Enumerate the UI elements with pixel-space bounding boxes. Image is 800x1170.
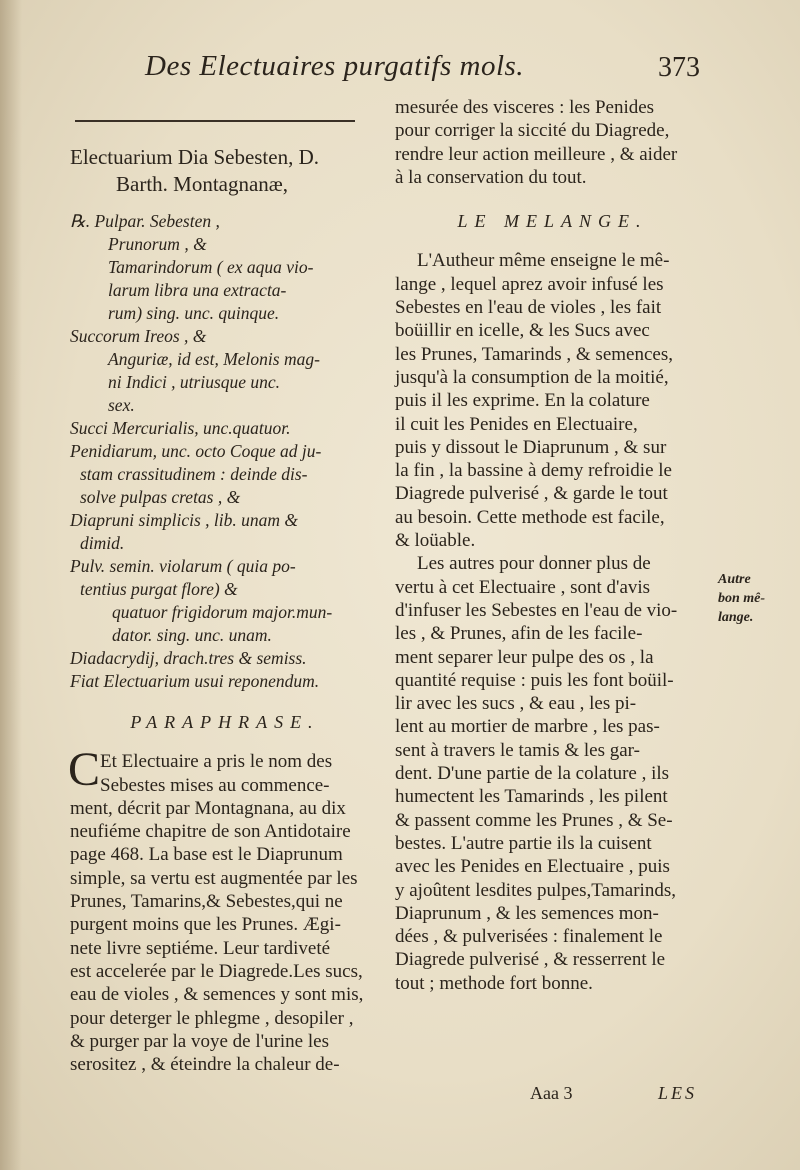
paragraph-line: lange , lequel aprez avoir infusé les <box>395 273 664 295</box>
paragraph-line: lent au mortier de marbre , les pas- <box>395 716 660 738</box>
melange-paragraph-1 <box>395 249 710 552</box>
paragraph-line: L'Autheur même enseigne le mê- <box>417 250 670 272</box>
running-title: Des Electuaires purgatifs mols. <box>145 50 525 82</box>
paragraph-line: mesurée des visceres : les Penides <box>395 97 655 118</box>
paragraph-line: pour deterger le phlegme , desopiler , <box>70 1007 354 1029</box>
right-column <box>395 96 710 995</box>
paragraph-line: les Prunes, Tamarinds , & semences, <box>395 343 673 365</box>
recipe-line: rum) sing. unc. quinque. <box>108 303 280 323</box>
recipe-title-line: Barth. Montagnanæ, <box>116 172 289 196</box>
paragraph-line: ment, décrit par Montagnana, au dix <box>70 797 346 819</box>
recipe-line: solve pulpas cretas , & <box>80 487 241 507</box>
recipe-title-line: Electuarium Dia Sebesten, D. <box>70 145 320 169</box>
paragraph-line: Et Electuaire a pris le nom des <box>100 751 333 773</box>
paragraph-line: quantité requise : puis les font boüil- <box>395 669 674 691</box>
paragraph-line: au besoin. Cette methode est facile, <box>395 506 665 528</box>
paragraph-line: Diaprunum , & les semences mon- <box>395 902 659 924</box>
intro-paragraph <box>395 96 710 189</box>
paragraph-line: Les autres pour donner plus de <box>417 553 651 575</box>
recipe-line: ℞. Pulpar. Sebesten , <box>70 211 220 231</box>
paragraph-line: jusqu'à la consumption de la moitié, <box>395 366 669 388</box>
recipe-block <box>70 210 380 693</box>
recipe-line: dator. sing. unc. unam. <box>112 625 272 645</box>
recipe-line: larum libra una extracta- <box>108 280 287 300</box>
paragraph-line: Diagrede pulverisé , & garde le tout <box>395 483 668 505</box>
paragraph-line: page 468. La base est le Diaprunum <box>70 844 343 866</box>
paragraph-line: & purger par la voye de l'urine les <box>70 1030 329 1052</box>
drop-cap: C <box>68 743 101 797</box>
recipe-line: Succorum Ireos , & <box>70 326 207 346</box>
paragraph-line: puis il les exprime. En la colature <box>395 390 650 412</box>
recipe-line: Penidiarum, unc. octo Coque ad ju- <box>70 441 322 461</box>
paragraph-line: Sebestes mises au commence- <box>100 774 330 796</box>
paragraph-line: bestes. L'autre partie ils la cuisent <box>395 832 652 854</box>
margin-note-line: bon mê- <box>718 591 766 606</box>
paragraph-line: ment separer leur pulpe des os , la <box>395 646 654 668</box>
recipe-line: Prunorum , & <box>108 234 207 254</box>
paragraph-line: serositez , & éteindre la chaleur de- <box>70 1054 340 1076</box>
melange-paragraph-2 <box>395 552 710 995</box>
margin-note <box>718 570 765 627</box>
paragraph-line: il cuit les Penides en Electuaire, <box>395 413 638 435</box>
recipe-line: Diapruni simplicis , lib. unam & <box>70 510 298 530</box>
paragraph-line: humectent les Tamarinds , les pilent <box>395 786 668 808</box>
paraphrase-paragraph <box>68 743 380 1076</box>
paragraph-line: la fin , la bassine à demy refroidie le <box>395 460 672 482</box>
paragraph-line: est accelerée par le Diagrede.Les sucs, <box>70 960 363 982</box>
paragraph-line: Diagrede pulverisé , & resserrent le <box>395 949 666 971</box>
paragraph-line: neufiéme chapitre de son Antidotaire <box>70 821 351 843</box>
paragraph-line: sent à travers le tamis & les gar- <box>395 739 640 761</box>
catchword: LES <box>658 1083 698 1103</box>
paragraph-line: d'infuser les Sebestes en l'eau de vio- <box>395 599 678 621</box>
paragraph-line: dent. D'une partie de la colature , ils <box>395 763 670 785</box>
recipe-line: Succi Mercurialis, unc.quatuor. <box>70 418 291 438</box>
recipe-line: Fiat Electuarium usui reponendum. <box>70 671 320 691</box>
paragraph-line: nete livre septiéme. Leur tardiveté <box>70 937 331 959</box>
paragraph-line: & passent comme les Prunes , & Se- <box>395 809 673 831</box>
paragraph-line: purgent moins que les Prunes. Ægi- <box>70 914 341 936</box>
section-heading-melange: LE MELANGE. <box>457 211 648 232</box>
paragraph-line: y ajoûtent lesdites pulpes,Tamarinds, <box>395 879 676 901</box>
paragraph-line: dées , & pulverisées : finalement le <box>395 926 663 948</box>
paragraph-line: pour corriger la siccité du Diagrede, <box>395 120 670 142</box>
paragraph-line: lir avec les sucs , & eau , les pi- <box>395 693 637 715</box>
paragraph-line: puis y dissout le Diaprunum , & sur <box>395 436 667 458</box>
paragraph-line: simple, sa vertu est augmentée par les <box>70 867 358 889</box>
section-heading-paraphrase: PARAPHRASE. <box>130 712 320 732</box>
margin-note-line: Autre <box>718 572 751 587</box>
paragraph-line: rendre leur action meilleure , & aider <box>395 143 678 165</box>
recipe-line: ni Indici , utriusque unc. <box>108 372 281 392</box>
paragraph-line: avec les Penides en Electuaire , puis <box>395 856 670 878</box>
recipe-line: sex. <box>108 395 135 415</box>
margin-note-line: lange. <box>718 610 754 625</box>
recipe-line: dimid. <box>80 533 125 553</box>
paragraph-line: eau de violes , & semences y sont mis, <box>70 984 364 1006</box>
paragraph-line: vertu à cet Electuaire , sont d'avis <box>395 576 651 598</box>
paragraph-line: Prunes, Tamarins,& Sebestes,qui ne <box>70 891 343 913</box>
recipe-line: Tamarindorum ( ex aqua vio- <box>108 257 314 277</box>
recipe-line: Pulv. semin. violarum ( quia po- <box>70 556 296 576</box>
paragraph-line: à la conservation du tout. <box>395 166 587 188</box>
paragraph-line: & loüable. <box>395 530 476 552</box>
recipe-line: tentius purgat flore) & <box>80 579 238 599</box>
page-gutter-shadow <box>0 0 22 1170</box>
page-number: 373 <box>658 52 700 83</box>
recipe-line: stam crassitudinem : deinde dis- <box>80 464 308 484</box>
left-column <box>70 98 380 1076</box>
paragraph-line: Sebestes en l'eau de violes , les fait <box>395 297 662 319</box>
paragraph-line: tout ; methode fort bonne. <box>395 972 593 994</box>
signature-mark: Aaa 3 <box>530 1083 573 1103</box>
paragraph-line: boüillir en icelle, & les Sucs avec <box>395 320 650 342</box>
paragraph-line: les , & Prunes, afin de les facile- <box>395 623 643 645</box>
recipe-line: quatuor frigidorum major.mun- <box>112 602 333 622</box>
recipe-line: Anguriæ, id est, Melonis mag- <box>108 349 320 369</box>
recipe-line: Diadacrydij, drach.tres & semiss. <box>70 648 307 668</box>
